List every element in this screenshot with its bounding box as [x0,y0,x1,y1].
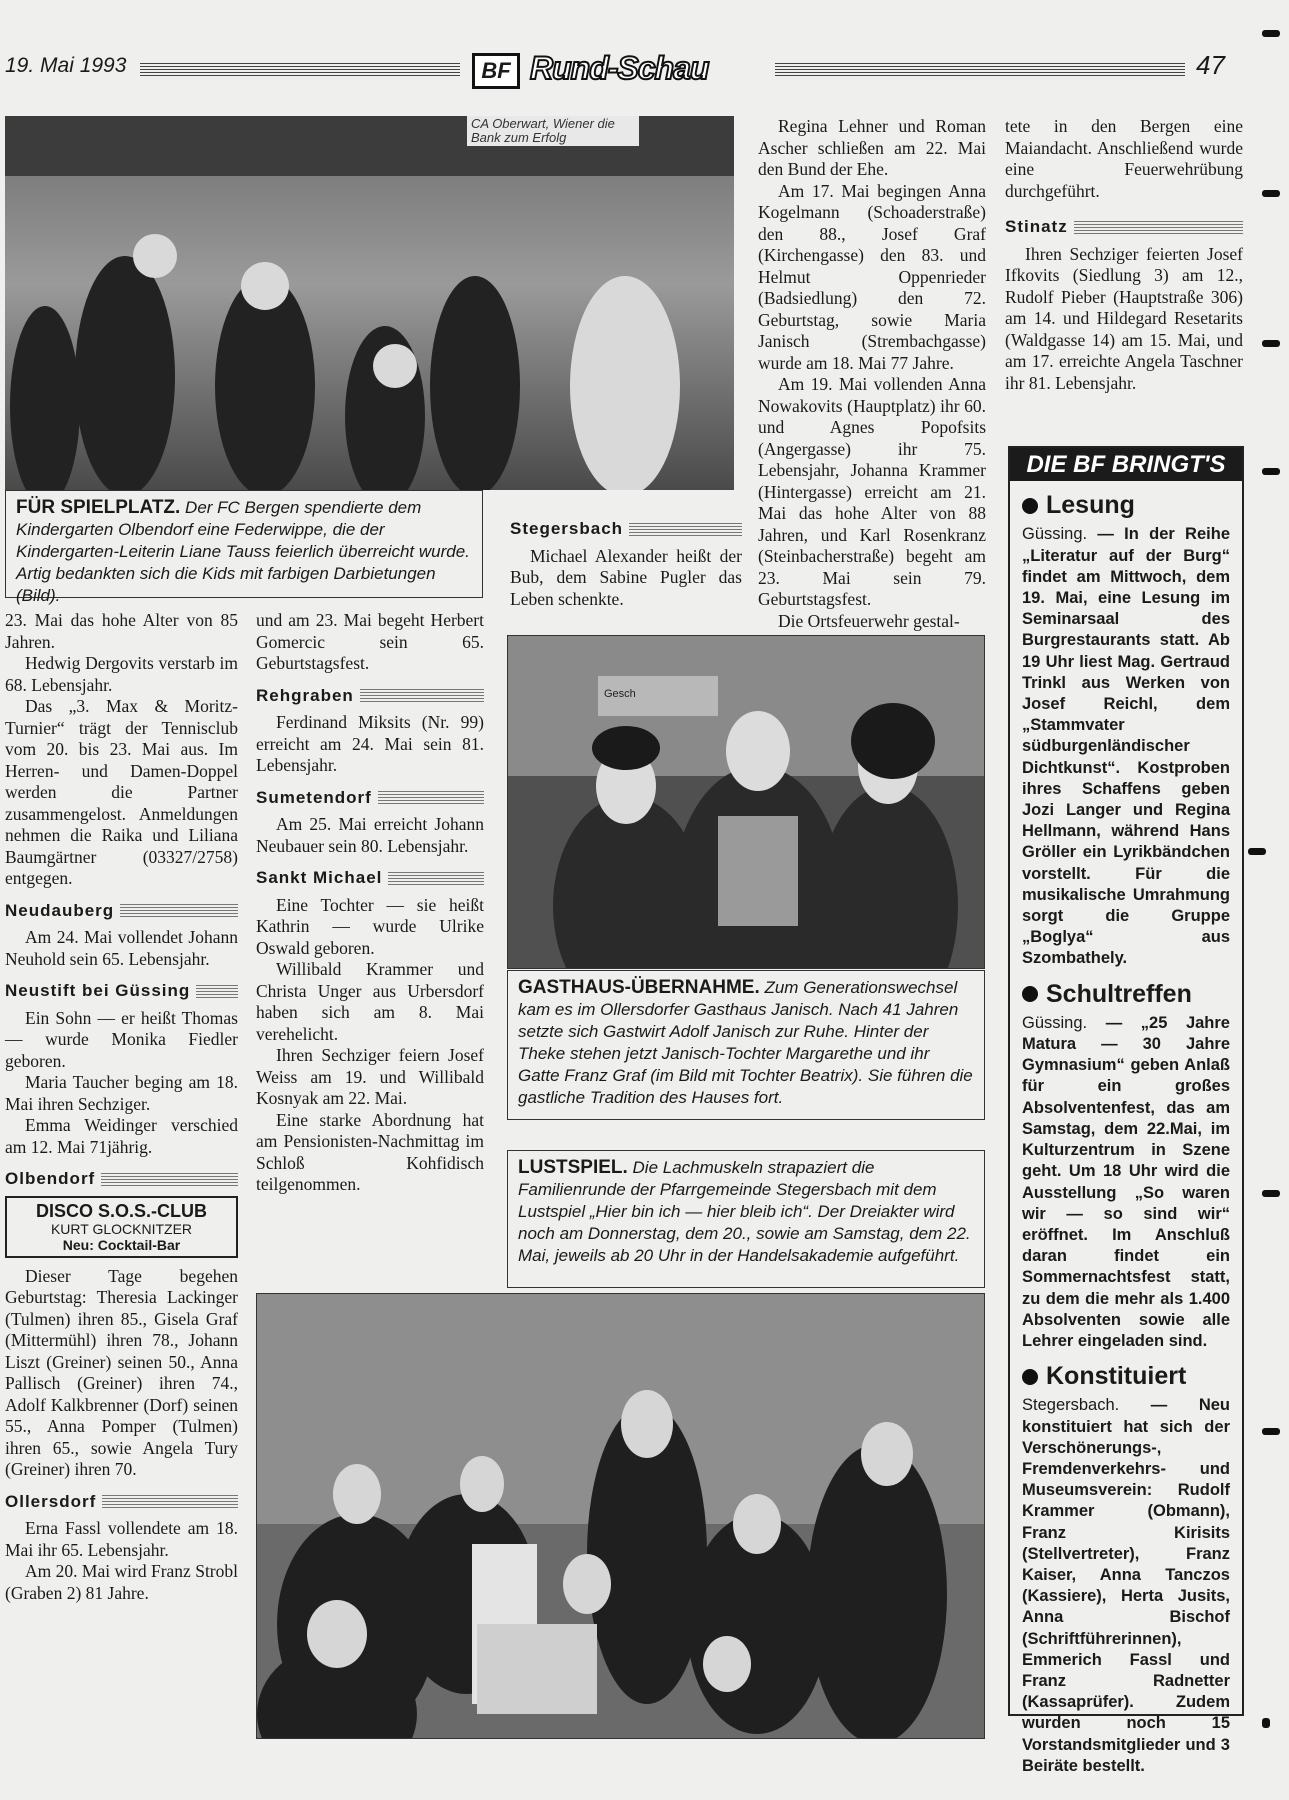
heading-rule [196,984,238,998]
sidebar-item-text: — „25 Jahre Matura — 30 Jahre Gymnasium“ geben Anlaß für ein großes Absolventenfest, das am Samstag, dem 22.Mai, im Kulturzentrum in Szene geht. Um 18 Uhr wird die Ausstellung „So waren wir — so sind wir“ eröffnet. Im Anschluß daran findet ein Sommernachtsfest statt, zu dem die mehr als 1.400 Absolventen sowie alle Lehrer eingeladen sind. [1022,1013,1230,1350]
heading-rule [1074,220,1243,234]
paragraph: Regina Lehner und Roman Ascher schließen am 22. Mai den Bund der Ehe. [758,116,986,179]
heading-rule [629,522,742,536]
margin-mark [1262,1190,1280,1197]
lustspiel-photo-graphic [257,1294,984,1738]
heading-rule [360,688,484,702]
disco-advert [5,1196,238,1258]
sidebar-item-text: — In der Reihe „Literatur auf der Burg“ findet am Mittwoch, dem 19. Mai, eine Lesung im Seminarsaal des Burgrestaurants statt. Ab 19 Uhr liest Mag. Gertraud Trinkl aus Werken von Josef Reichl, dem „Stammvater südburgenländischer Dichtkunst“. Kostproben ihres Schaffens geben Jozi Langer und Regina Hellmann, während Hans Gröller ein Lyrikbändchen vorstellt. Für die musikalische Umrahmung sorgt die Gruppe „Boglya“ aus Szombathely. [1022,525,1230,968]
paragraph: Am 25. Mai erreicht Johann Neubauer sein 80. Lebensjahr. [256,814,484,856]
sidebar-heading-text: Schultreffen [1046,979,1192,1008]
paragraph: Am 20. Mai wird Franz Strobl (Graben 2) 81 Jahre. [5,1561,238,1603]
margin-mark [1262,30,1280,37]
section-heading-stinatz [1005,216,1243,238]
heading-text: Olbendorf [5,1169,96,1188]
photo-lustspiel [256,1293,985,1739]
section-heading-olbendorf [5,1168,238,1190]
column-3 [758,116,986,632]
header-rule-left [140,62,460,76]
disco-tagline: Neu: Cocktail-Bar [62,1236,181,1253]
margin-mark [1262,190,1280,197]
sidebar-bf-bringts [1008,446,1244,1775]
caption-gasthaus [507,970,985,1120]
gasthaus-sign: Gesch [604,688,636,700]
dateline: Stegersbach. [1022,1396,1120,1415]
heading-text: Ollersdorf [5,1491,97,1511]
heading-rule [101,1172,238,1186]
caption-headline: GASTHAUS-ÜBERNAHME. [518,977,760,998]
section-heading-neustift [5,980,238,1002]
playground-photo-graphic [5,116,734,490]
sidebar-heading [1022,1362,1242,1391]
paragraph: Eine starke Abordnung hat am Pensionisten-Nachmittag im Schloß Kohfidisch teilgenommen. [256,1109,484,1194]
heading-text: Neudauberg [5,900,115,920]
bf-logo: BF [472,53,520,89]
caption-spielplatz [5,490,483,605]
paragraph: Emma Weidinger verschied am 12. Mai 71jährig. [5,1115,238,1157]
paragraph: und am 23. Mai begeht Herbert Gomercic sein 65. Geburtstagsfest. [256,610,484,673]
photo-gasthaus [507,635,985,969]
heading-text: Sankt Michael [256,868,383,887]
margin-mark [1248,848,1266,855]
paragraph: Am 17. Mai begingen Anna Kogelmann (Schoaderstraße) den 88., Josef Graf (Kirchengasse) den 83. und Helmut Oppenrieder (Badsiedlung) den 72. Geburtstag, sowie Maria Janisch (Strembachgasse) wurde am 18. Mai 77 Jahre. [758,180,986,373]
sidebar-item-body [1022,524,1230,969]
heading-text: Rehgraben [256,685,354,705]
sidebar-heading-text: Konstituiert [1046,1362,1187,1391]
sidebar-heading-text: Lesung [1046,491,1135,520]
dateline: Güssing. [1022,1013,1088,1032]
paragraph: Michael Alexander heißt der Bub, dem Sabine Pugler das Leben schenkte. [510,545,742,609]
photo-playground [5,116,734,490]
sidebar-heading [1022,979,1242,1008]
paragraph: Am 24. Mai vollendet Johann Neuhold sein 65. Lebensjahr. [5,927,238,969]
section-heading-ollersdorf [5,1491,238,1513]
paragraph: tete in den Bergen eine Maiandacht. Anschließend wurde eine Feuerwehrübung durchgeführt. [1005,116,1243,201]
section-heading-neudauberg [5,900,238,922]
caption-lustspiel [507,1150,985,1288]
section-heading-rehgraben [256,685,484,707]
caption-text: Der FC Bergen spendierte dem Kindergarten Olbendorf eine Federwippe, die der Kindergarten-Leiterin Liane Tauss feierlich überreicht wurde. Artig bedankten sich die Kids mit farbigen Darbietungen (Bild). [16,498,470,605]
margin-mark [1262,468,1280,475]
heading-rule [102,1494,238,1508]
column-1 [5,610,238,1604]
paragraph: Maria Taucher beging am 18. Mai ihren Sechziger. [5,1072,238,1114]
section-heading-sumetendorf [256,787,484,809]
heading-rule [378,790,484,804]
heading-text: Stinatz [1005,217,1068,236]
column-4 [1005,116,1243,394]
sidebar-item-body [1022,1013,1230,1352]
paragraph: Die Ortsfeuerwehr gestal- [778,610,960,631]
sidebar-item-text: — Neu konstituiert hat sich der Verschönerungs-, Fremdenverkehrs- und Museumsverein: Rudolf Krammer (Obmann), Franz Kirisits (Stellvertreter), Franz Kaiser, Anna Tanczos (Kassiere), Herta Jusits, Anna Bischof (Schriftführerinnen), Emmerich Fassl und Franz Radnetter (Kassaprüfer). Zudem wurden noch 15 Vorstandsmitglieder und 3 Beiräte bestellt. [1022,1396,1230,1775]
section-heading-sankt-michael [256,867,484,889]
caption-headline: LUSTSPIEL. [518,1157,628,1178]
paragraph: Das „3. Max & Moritz-Turnier“ trägt der Tennisclub vom 20. bis 23. Mai aus. Im Herren- und Damen-Doppel werden die Partner zusammengelost. Anmeldungen nehmen die Raika und Liliana Baumgärtner (03327/2758) entgegen. [5,696,238,888]
caption-text: Die Lachmuskeln strapaziert die Familienrunde der Pfarrgemeinde Stegersbach mit dem Lustspiel „Hier bin ich — hier bleib ich“. Der Dreiakter wird noch am Donnerstag, dem 20., sowie am Samstag, dem 22. Mai, jeweils ab 20 Uhr in der Handelsakademie aufgeführt. [518,1158,971,1265]
caption-headline: FÜR SPIELPLATZ. [16,497,181,518]
heading-rule [120,903,238,917]
paragraph: Ein Sohn — er heißt Thomas — wurde Monika Fiedler geboren. [5,1007,238,1071]
stegersbach-block [510,508,742,610]
paragraph: Ihren Sechziger feiern Josef Weiss am 19. und Willibald Kosnyak am 22. Mai. [256,1045,484,1108]
page-number: 47 [1196,50,1225,80]
dateline: Güssing. [1022,525,1088,544]
margin-mark [1262,1718,1270,1728]
paragraph: Hedwig Dergovits verstarb im 68. Lebensjahr. [5,653,238,695]
section-title: Rund-Schau [530,50,709,86]
header-rule-right [775,62,1185,76]
bullet-icon [1022,986,1038,1002]
heading-rule [388,871,484,885]
sidebar-item-body [1022,1395,1230,1777]
disco-name: DISCO S.O.S.-CLUB [35,1200,207,1221]
paragraph: Erna Fassl vollendete am 18. Mai ihr 65. Lebensjahr. [5,1518,238,1560]
paragraph: Am 19. Mai vollenden Anna Nowakovits (Hauptplatz) ihr 60. und Agnes Popofsits (Angergasse) ihr 75. Lebensjahr, Johanna Krammer (Hintergasse) erreicht am 21. Mai das hohe Alter von 88 Jahren, und Karl Rosenkranz (Steinbacherstraße) begeht am 23. Mai sein 79. Geburtstagsfest. [758,374,986,609]
paragraph: Ferdinand Miksits (Nr. 99) erreicht am 24. Mai sein 81. Lebensjahr. [256,712,484,775]
heading-text: Sumetendorf [256,787,372,807]
bank-banner: CA Oberwart, Wiener die Bank zum Erfolg [467,116,639,146]
issue-date: 19. Mai 1993 [5,54,127,77]
heading-text: Stegersbach [510,519,624,538]
gasthaus-photo-graphic [508,636,984,968]
sidebar-title: DIE BF BRINGT'S [1010,448,1242,481]
paragraph: 23. Mai das hohe Alter von 85 Jahren. [5,610,238,652]
column-2 [256,610,484,1196]
bullet-icon [1022,1369,1038,1385]
margin-mark [1262,340,1280,347]
margin-mark [1262,1428,1280,1435]
heading-text: Neustift bei Güssing [5,981,191,1000]
caption-text: Zum Generationswechsel kam es im Ollersdorfer Gasthaus Janisch. Nach 41 Jahren setzte sich Gastwirt Adolf Janisch zur Ruhe. Hinter der Theke stehen jetzt Janisch-Tochter Margarethe und ihr Gatte Franz Graf (im Bild mit Tochter Beatrix). Sie führen die gastliche Tradition des Hauses fort. [518,978,973,1107]
sidebar-heading [1022,491,1242,520]
paragraph: Willibald Krammer und Christa Unger aus Urbersdorf haben sich am 8. Mai verehelicht. [256,959,484,1044]
bullet-icon [1022,498,1038,514]
section-heading-stegersbach [510,518,742,540]
paragraph: Eine Tochter — sie heißt Kathrin — wurde Ulrike Oswald geboren. [256,894,484,958]
paragraph: Dieser Tage begehen Geburtstag: Theresia Lackinger (Tulmen) ihren 85., Gisela Graf (Mittermühl) ihren 78., Johann Liszt (Greiner) seinen 50., Anna Pallisch (Greiner) ihren 74., Adolf Kalkbrenner (Dorf) seinen 55., Anna Pomper (Tulmen) ihren 65., sowie Angela Tury (Greiner) ihren 70. [5,1265,238,1479]
disco-owner: KURT GLOCKNITZER [50,1220,193,1237]
paragraph: Ihren Sechziger feierten Josef Ifkovits (Siedlung 3) am 12., Rudolf Pieber (Hauptstraße 306) am 14. und Hildegard Resetarits (Waldgasse 14) am 15. Mai, und am 17. erreichte Angela Taschner ihr 81. Lebensjahr. [1005,243,1243,393]
